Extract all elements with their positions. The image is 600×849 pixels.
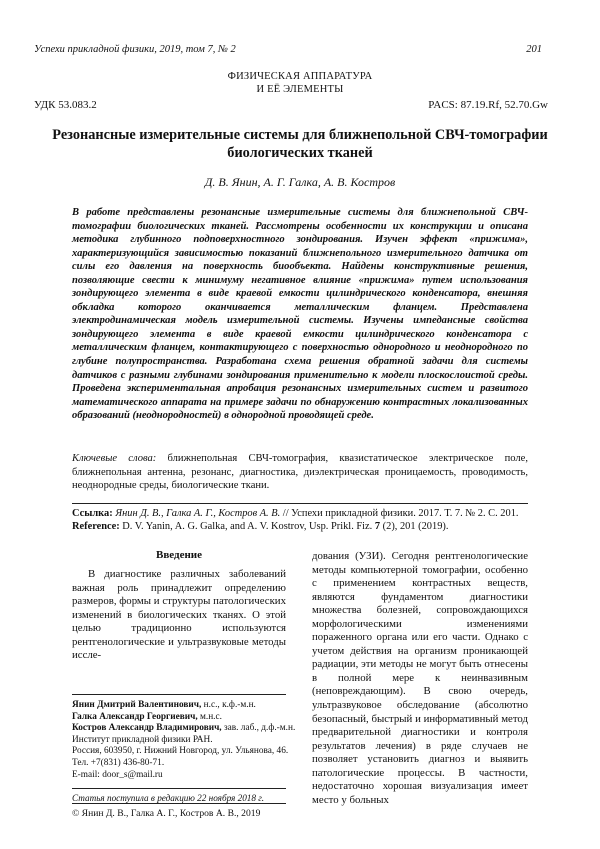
- paper-title: Резонансные измерительные системы для ближнепольной СВЧ-томографии биологических тканей: [40, 126, 560, 162]
- citation-en-tail: (2), 201 (2019).: [380, 521, 448, 532]
- author-1-affiliation: [72, 700, 286, 712]
- author-1-position: н.с., к.ф.-м.н.: [201, 700, 256, 710]
- author-3-position: зав. лаб., д.ф.-м.н.: [222, 723, 296, 733]
- author-1-name: Янин Дмитрий Валентинович,: [72, 700, 201, 710]
- section-heading: [0, 70, 600, 96]
- received-divider: [72, 788, 286, 789]
- author-3-affiliation: [72, 723, 286, 735]
- intro-right-column: [312, 550, 528, 807]
- citation-en: [72, 521, 528, 534]
- citation-en-label: Reference:: [72, 521, 120, 532]
- citation-block: [72, 508, 528, 533]
- copyright-divider: [72, 803, 286, 804]
- page-number: 201: [526, 44, 542, 55]
- udk-code: УДК 53.083.2: [34, 99, 97, 111]
- keywords-text: ближнепольная СВЧ-томография, квазистатическое электрическое поле, ближнепольная антенна, резонанс, диагностика, диэлектрическая проницаемость, проводимость, неоднородные среды, биологические ткани.: [72, 453, 528, 491]
- footnote-divider: [72, 694, 286, 695]
- keywords-label: Ключевые слова:: [72, 453, 156, 464]
- received-date: Статья поступила в редакцию 22 ноября 2018 г.: [72, 793, 264, 803]
- section-line-1: ФИЗИЧЕСКАЯ АППАРАТУРА: [0, 70, 600, 83]
- abstract: В работе представлены резонансные измерительные системы для ближнепольной СВЧ-томографии биологических тканей. Рассмотрены особенности их конструкции и описана методика глубинного подповерхностного зондирования. Изучен эффект «прижима», характеризующийся зависимостью показаний ближнепольного измерительного датчика от силы его давления на поверхность биообъекта. Найдены конструктивные решения, позволяющие свести к минимуму негативное влияние «прижима» путем использования зондирующего элемента в виде краевой емкости цилиндрического конденсатора, внешняя обкладка которого оканчивается металлическим фланцем. Представлена электродинамическая модель измерительной системы. Изучены импедансные свойства зондирующего элемента в виде краевой емкости цилиндрического конденсатора с металлическим фланцем, контактирующего с поверхностью однородного и неоднородного по глубине полупространства. Разработана схема решения обратной задачи для системы датчиков с разными глубинами зондирования применительно к модели плоскослоистой среды. Проведена экспериментальная апробация резонансных измерительных систем и развитого математического аппарата на примере задачи по обнаружению контрастных локализованных образований (неоднородностей) в однородной проводящей среде.: [72, 206, 528, 423]
- intro-left-column: [72, 568, 286, 663]
- copyright: © Янин Д. В., Галка А. Г., Костров А. В., 2019: [72, 808, 260, 819]
- citation-ru-rest: // Успехи прикладной физики. 2017. Т. 7. № 2. С. 201.: [280, 508, 518, 519]
- institute: Институт прикладной физики РАН.: [72, 735, 286, 747]
- keywords: [72, 452, 528, 493]
- author-2-position: м.н.с.: [198, 712, 222, 722]
- citation-en-text: D. V. Yanin, A. G. Galka, and A. V. Kostrov, Usp. Prikl. Fiz.: [120, 521, 375, 532]
- author-3-name: Костров Александр Владимирович,: [72, 723, 222, 733]
- citation-ru: [72, 508, 528, 521]
- intro-right-paragraph: дования (УЗИ). Сегодня рентгенологические методы компьютерной томографии, особенно с применением контрастных веществ, являются фундаментом диагностики множества болезней, сопровождающихся морфологическими изменениями пораженного органа или его части. Однако с учетом действия на организм проникающей радиации, эти методы не могут быть отнесены в полной мере к неинвазивным (неповреждающим). В свою очередь, ультразвуковое обследование (абсолютно безопасный, быстрый и информативный метод предварительной диагностики и контроля результатов лечения) в ряде случаев не позволяет установить диагноз и выявить патологические процессы. В частности, недостаточно хорошая визуализация имеет место у больных: [312, 550, 528, 807]
- author-2-name: Галка Александр Георгиевич,: [72, 712, 198, 722]
- affiliation-block: [72, 700, 286, 781]
- author-list: Д. В. Янин, А. Г. Галка, А. В. Костров: [0, 175, 600, 190]
- citation-en-volume: 7: [375, 521, 380, 532]
- author-2-affiliation: [72, 712, 286, 724]
- journal-header: Успехи прикладной физики, 2019, том 7, № 2: [34, 44, 236, 55]
- intro-left-paragraph: В диагностике различных заболеваний важная роль принадлежит определению размеров, формы и структуры патологических изменений в биологических тканях. О этой целью традиционно используются рентгенологические и ультразвуковые методы иссле-: [72, 568, 286, 663]
- citation-divider: [72, 503, 528, 504]
- pacs-code: PACS: 87.19.Rf, 52.70.Gw: [428, 99, 548, 111]
- address: Россия, 603950, г. Нижний Новгород, ул. Ульянова, 46.: [72, 746, 286, 758]
- citation-ru-label: Ссылка:: [72, 508, 113, 519]
- intro-heading: Введение: [72, 549, 286, 561]
- email: E-mail: door_s@mail.ru: [72, 770, 286, 782]
- citation-ru-authors: Янин Д. В., Галка А. Г., Костров А. В.: [115, 508, 280, 519]
- phone: Тел. +7(831) 436-80-71.: [72, 758, 286, 770]
- section-line-2: И ЕЁ ЭЛЕМЕНТЫ: [0, 83, 600, 96]
